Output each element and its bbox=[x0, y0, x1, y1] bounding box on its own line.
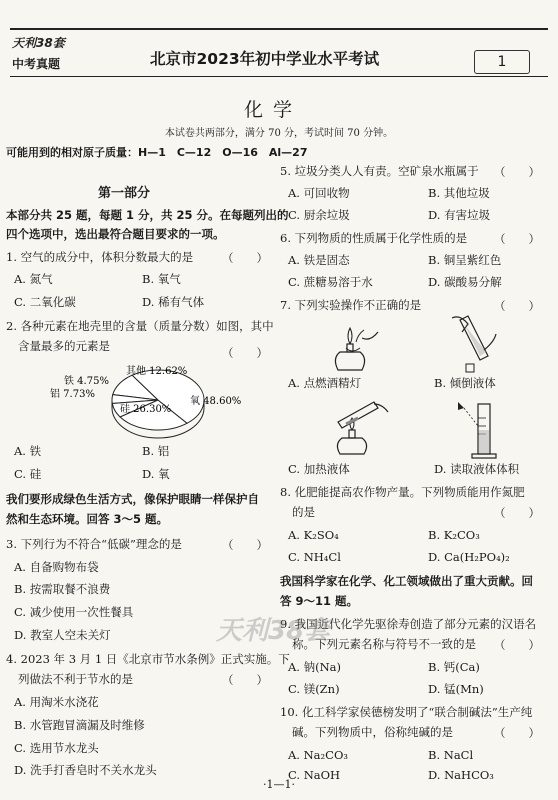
q5-option-d: D. 有害垃圾 bbox=[428, 208, 491, 222]
q9-option-d: D. 锰(Mn) bbox=[428, 682, 484, 696]
part-instructions-line-2: 四个选项中，选出最符合题目要求的一项。 bbox=[6, 227, 225, 241]
pie-label-silicon: 硅 26.30% bbox=[120, 404, 172, 415]
logo-subtitle: 中考真题 bbox=[12, 57, 61, 71]
q3-answer-paren: （ ） bbox=[222, 538, 268, 552]
q9-stem-line-1: 9. 我国近代化学先驱徐寿创造了部分元素的汉语名 bbox=[280, 617, 537, 631]
q4-stem-line-1: 4. 2023 年 3 月 1 日《北京市节水条例》正式实施。下 bbox=[6, 652, 290, 666]
q9-option-b: B. 钙(Ca) bbox=[428, 660, 480, 674]
q8-option-b: B. K₂CO₃ bbox=[428, 528, 480, 542]
pie-label-oxygen: 氧 48.60% bbox=[190, 396, 242, 407]
q10-answer-paren: （ ） bbox=[494, 726, 540, 740]
q2-option-b: B. 铝 bbox=[142, 444, 170, 458]
q6-answer-paren: （ ） bbox=[494, 232, 540, 246]
pie-label-iron: 铁 4.75% bbox=[64, 376, 109, 387]
q3-option-a: A. 自备购物布袋 bbox=[14, 560, 99, 574]
reading-volume-illustration bbox=[442, 396, 512, 460]
q1-option-c: C. 二氧化碳 bbox=[14, 295, 76, 309]
q8-stem-line-2: 的是 bbox=[292, 505, 315, 519]
q10-option-a: A. Na₂CO₃ bbox=[288, 748, 348, 762]
q8-stem-line-1: 8. 化肥能提高农作物产量。下列物质能用作氮肥 bbox=[280, 485, 525, 499]
watermark-logo bbox=[216, 602, 331, 662]
page-number-box: 1 bbox=[474, 50, 530, 74]
q10-option-c: C. NaOH bbox=[288, 768, 341, 782]
q2-option-a: A. 铁 bbox=[14, 444, 42, 458]
header-bottom-rule bbox=[10, 76, 548, 77]
q8-answer-paren: （ ） bbox=[494, 506, 540, 520]
q7-answer-paren: （ ） bbox=[494, 299, 540, 313]
q3-option-b: B. 按需取餐不浪费 bbox=[14, 582, 111, 596]
q10-option-b: B. NaCl bbox=[428, 748, 474, 762]
pie-label-aluminum: 铝 7.73% bbox=[50, 389, 95, 400]
logo-text: 天利38套 bbox=[12, 36, 65, 50]
q5-option-c: C. 厨余垃圾 bbox=[288, 208, 350, 222]
q10-stem-line-2: 碱。下列物质中，俗称纯碱的是 bbox=[292, 725, 453, 739]
part-instructions-line-1: 本部分共 25 题，每题 1 分，共 25 分。在每题列出的 bbox=[6, 208, 289, 222]
q7-option-c: C. 加热液体 bbox=[288, 462, 350, 476]
q1-option-a: A. 氮气 bbox=[14, 272, 53, 286]
science-intro-line-2: 答 9～11 题。 bbox=[280, 594, 359, 608]
q7-option-d: D. 读取液体体积 bbox=[434, 462, 520, 476]
q7-stem: 7. 下列实验操作不正确的是 bbox=[280, 298, 422, 312]
green-intro-line-1: 我们要形成绿色生活方式，像保护眼睛一样保护自 bbox=[6, 492, 259, 506]
q7-option-b: B. 倾倒液体 bbox=[434, 376, 496, 390]
science-intro-line-1: 我国科学家在化学、化工领域做出了重大贡献。回 bbox=[280, 574, 533, 588]
q9-option-a: A. 钠(Na) bbox=[288, 660, 342, 674]
q6-option-d: D. 碳酸易分解 bbox=[428, 275, 502, 289]
watermark-text: 天利38套 bbox=[216, 616, 331, 646]
q3-option-d: D. 教室人空未关灯 bbox=[14, 628, 111, 642]
page-footer: ·1—1· bbox=[263, 778, 295, 791]
header-top-rule bbox=[10, 28, 548, 30]
q5-answer-paren: （ ） bbox=[494, 165, 540, 179]
q4-option-a: A. 用淘米水浇花 bbox=[14, 695, 99, 709]
q4-stem-line-2: 列做法不利于节水的是 bbox=[18, 672, 133, 686]
green-intro-line-2: 然和生态环境。回答 3～5 题。 bbox=[6, 512, 169, 526]
q3-option-c: C. 减少使用一次性餐具 bbox=[14, 605, 134, 619]
heating-liquid-illustration bbox=[318, 398, 398, 458]
q4-answer-paren: （ ） bbox=[222, 673, 268, 687]
logo bbox=[10, 34, 72, 74]
q2-answer-paren: （ ） bbox=[222, 346, 268, 360]
pie-label-other: 其他 12.62% bbox=[126, 366, 188, 377]
q6-stem: 6. 下列物质的性质属于化学性质的是 bbox=[280, 231, 468, 245]
q9-option-c: C. 镁(Zn) bbox=[288, 682, 340, 696]
q9-stem-line-2: 称。下列元素名称与符号不一致的是 bbox=[292, 637, 476, 651]
q8-option-a: A. K₂SO₄ bbox=[288, 528, 339, 542]
q1-option-d: D. 稀有气体 bbox=[142, 295, 205, 309]
q4-option-b: B. 水管跑冒滴漏及时维修 bbox=[14, 718, 145, 732]
q5-option-b: B. 其他垃圾 bbox=[428, 186, 490, 200]
q8-option-c: C. NH₄Cl bbox=[288, 550, 341, 564]
q1-option-b: B. 氧气 bbox=[142, 272, 181, 286]
q5-stem: 5. 垃圾分类人人有责。空矿泉水瓶属于 bbox=[280, 164, 479, 178]
q7-option-a: A. 点燃酒精灯 bbox=[288, 376, 362, 390]
q10-option-d: D. NaHCO₃ bbox=[428, 768, 494, 782]
q4-option-d: D. 洗手打香皂时不关水龙头 bbox=[14, 763, 157, 777]
subject-title: 化学 bbox=[244, 99, 303, 121]
q2-option-c: C. 硅 bbox=[14, 467, 42, 481]
q3-stem: 3. 下列行为不符合“低碳”理念的是 bbox=[6, 537, 182, 551]
q4-option-c: C. 选用节水龙头 bbox=[14, 741, 99, 755]
q6-option-c: C. 蔗糖易溶于水 bbox=[288, 275, 373, 289]
crust-element-pie-chart bbox=[40, 358, 260, 458]
q1-stem: 1. 空气的成分中，体积分数最大的是 bbox=[6, 250, 194, 264]
q9-answer-paren: （ ） bbox=[494, 638, 540, 652]
q6-option-a: A. 铁是固态 bbox=[288, 253, 350, 267]
exam-title: 北京市2023年初中学业水平考试 bbox=[150, 50, 380, 68]
q1-answer-paren: （ ） bbox=[222, 251, 268, 265]
atomic-masses: 可能用到的相对原子质量：H—1 C—12 O—16 Al—27 bbox=[6, 146, 308, 159]
exam-intro: 本试卷共两部分，满分 70 分，考试时间 70 分钟。 bbox=[164, 128, 394, 139]
q2-stem-line-2: 含量最多的元素是 bbox=[18, 339, 110, 353]
q5-option-a: A. 可回收物 bbox=[288, 186, 350, 200]
q2-option-d: D. 氧 bbox=[142, 467, 170, 481]
part-title: 第一部分 bbox=[98, 186, 151, 201]
q6-option-b: B. 铜呈紫红色 bbox=[428, 253, 502, 267]
q2-stem-line-1: 2. 各种元素在地壳里的含量（质量分数）如图，其中 bbox=[6, 319, 274, 333]
q10-stem-line-1: 10. 化工科学家侯德榜发明了“联合制碱法”生产纯 bbox=[280, 705, 533, 719]
pouring-liquid-illustration bbox=[440, 312, 500, 376]
q8-option-d: D. Ca(H₂PO₄)₂ bbox=[428, 550, 510, 564]
alcohol-lamp-lighting-illustration bbox=[318, 318, 388, 374]
